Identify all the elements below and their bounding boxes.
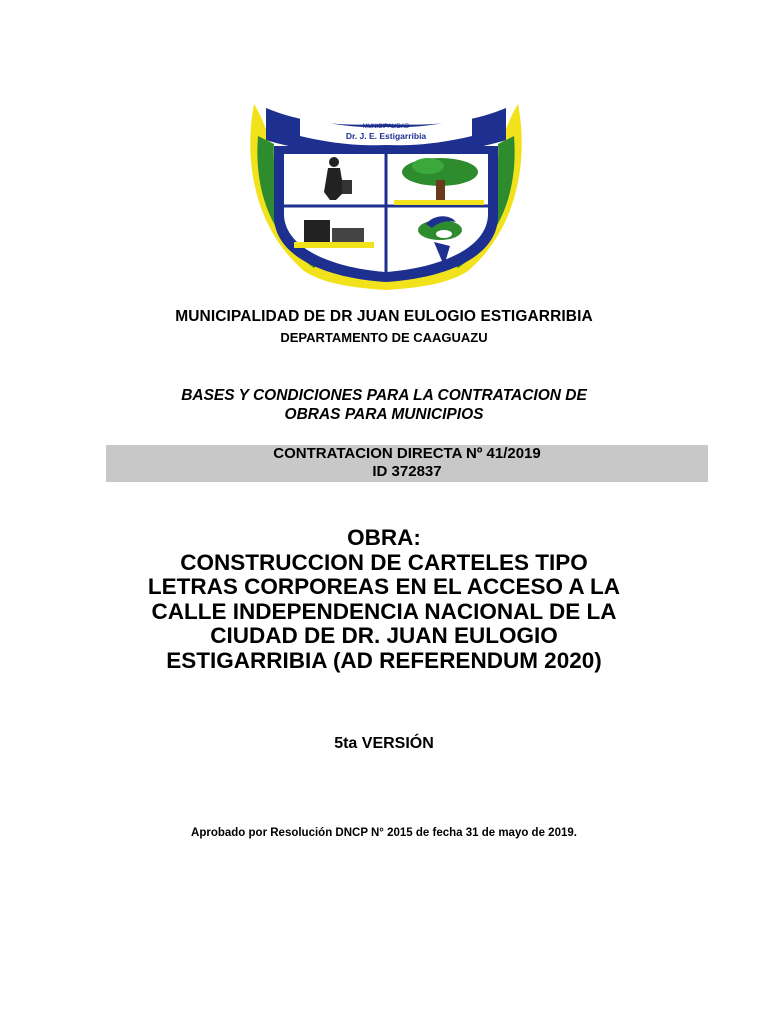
contract-number: CONTRATACION DIRECTA Nº 41/2019 — [273, 445, 541, 462]
obra-title-line: ESTIGARRIBIA (AD REFERENDUM 2020) — [166, 647, 602, 673]
obra-title-line: CONSTRUCCION DE CARTELES TIPO — [180, 549, 588, 575]
obra-title-line: CIUDAD DE DR. JUAN EULOGIO — [210, 623, 558, 648]
seal-title-small: MUNICIPALIDAD — [362, 124, 410, 130]
obra-section — [0, 526, 768, 673]
bases-title-line: OBRAS PARA MUNICIPIOS — [284, 406, 484, 423]
bases-title — [0, 386, 768, 424]
obra-title-line: CALLE INDEPENDENCIA NACIONAL DE LA — [151, 598, 617, 624]
department-name: DEPARTAMENTO DE CAAGUAZU — [280, 330, 488, 345]
version-label: 5ta VERSIÓN — [334, 735, 434, 752]
contract-band — [106, 445, 708, 482]
seal-title-main: Dr. J. E. Estigarribia — [345, 131, 427, 141]
approval-note: Aprobado por Resolución DNCP N° 2015 de fecha 31 de mayo de 2019. — [191, 827, 577, 839]
municipal-seal-logo — [244, 96, 528, 292]
obra-title-line: LETRAS CORPOREAS EN EL ACCESO A LA — [147, 574, 621, 599]
bases-title-line: BASES Y CONDICIONES PARA LA CONTRATACION DE — [181, 387, 587, 404]
municipality-name: MUNICIPALIDAD DE DR JUAN EULOGIO ESTIGARRIBIA — [175, 308, 593, 325]
obra-label: OBRA: — [347, 525, 421, 550]
contract-id: ID 372837 — [372, 463, 442, 480]
